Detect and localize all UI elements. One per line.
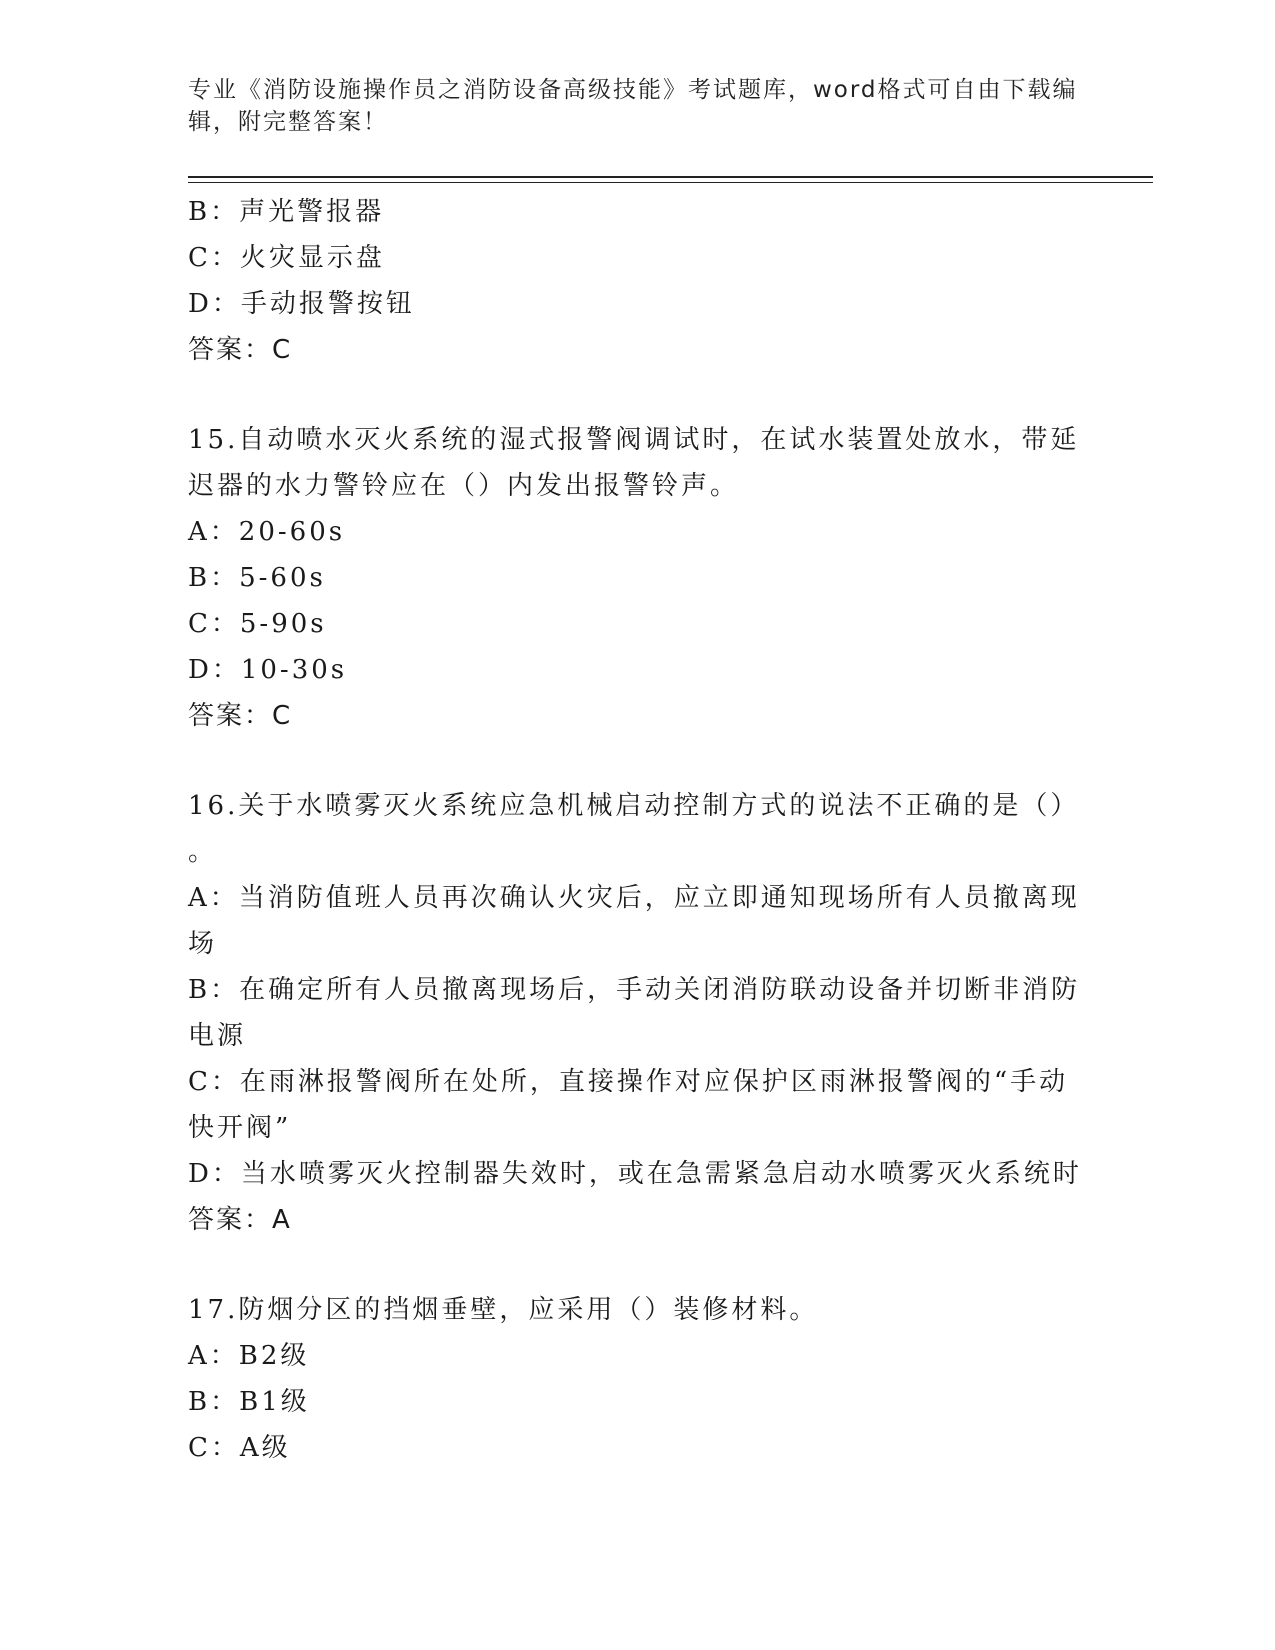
answer-line: 答案：C bbox=[188, 335, 293, 365]
question-stem-line-1: 17.防烟分区的挡烟垂壁，应采用（）装修材料。 bbox=[188, 1295, 819, 1325]
option-c-line-2: 快开阀” bbox=[188, 1113, 292, 1143]
answer-line: 答案：C bbox=[188, 701, 293, 731]
option-a-line-2: 场 bbox=[188, 929, 218, 959]
question-stem-line-2: 。 bbox=[188, 837, 218, 867]
question-stem-line-1: 15.自动喷水灭火系统的湿式报警阀调试时，在试水装置处放水，带延 bbox=[188, 425, 1080, 455]
option-b: B：声光警报器 bbox=[188, 197, 385, 227]
spacer bbox=[188, 1243, 1088, 1287]
header-divider-thick bbox=[188, 176, 1153, 178]
option-c: C：5-90s bbox=[188, 609, 327, 639]
option-b-line-2: 电源 bbox=[188, 1021, 247, 1051]
question-content bbox=[188, 189, 1088, 1471]
option-c: C：火灾显示盘 bbox=[188, 243, 385, 273]
answer-line: 答案：A bbox=[188, 1205, 292, 1235]
spacer bbox=[188, 739, 1088, 783]
option-b: B：5-60s bbox=[188, 563, 326, 593]
question-17 bbox=[188, 1287, 1088, 1471]
option-c-line-1: C：在雨淋报警阀所在处所，直接操作对应保护区雨淋报警阀的“手动 bbox=[188, 1067, 1069, 1097]
option-a-line-1: A：当消防值班人员再次确认火灾后，应立即通知现场所有人员撤离现 bbox=[188, 883, 1080, 913]
option-a: A：B2级 bbox=[188, 1341, 310, 1371]
option-c: C：A级 bbox=[188, 1433, 291, 1463]
option-b: B：B1级 bbox=[188, 1387, 310, 1417]
header-line-1: 专业《消防设施操作员之消防设备高级技能》考试题库，word格式可自由下载编 bbox=[188, 77, 1078, 103]
question-stem-line-2: 迟器的水力警铃应在（）内发出报警铃声。 bbox=[188, 471, 740, 501]
question-14-continued bbox=[188, 189, 1088, 373]
option-d: D：10-30s bbox=[188, 655, 348, 685]
option-a: A：20-60s bbox=[188, 517, 346, 547]
header-divider-thin bbox=[188, 182, 1153, 183]
header-line-2: 辑，附完整答案！ bbox=[188, 109, 388, 135]
document-header bbox=[188, 74, 1078, 138]
option-b-line-1: B：在确定所有人员撤离现场后，手动关闭消防联动设备并切断非消防 bbox=[188, 975, 1081, 1005]
question-stem-line-1: 16.关于水喷雾灭火系统应急机械启动控制方式的说法不正确的是（） bbox=[188, 791, 1080, 821]
question-15 bbox=[188, 417, 1088, 739]
option-d: D：手动报警按钮 bbox=[188, 289, 415, 319]
question-16 bbox=[188, 783, 1088, 1243]
spacer bbox=[188, 373, 1088, 417]
option-d-line-1: D：当水喷雾灭火控制器失效时，或在急需紧急启动水喷雾灭火系统时 bbox=[188, 1159, 1082, 1189]
